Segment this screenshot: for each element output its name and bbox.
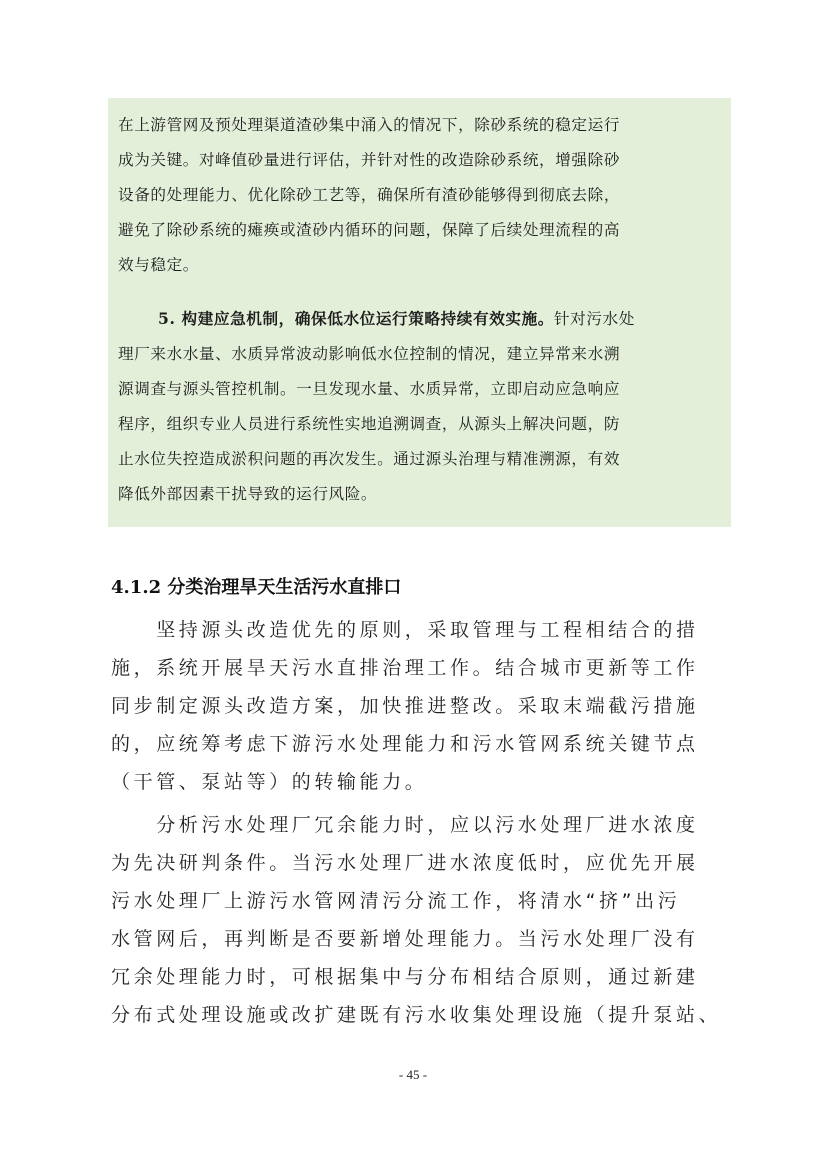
- paragraph2-line: 冗余处理能力时，可根据集中与分布相结合原则，通过新建: [111, 966, 699, 988]
- page-number: - 45 -: [398, 1067, 428, 1082]
- paragraph1-line: 施，系统开展旱天污水直排治理工作。结合城市更新等工作: [111, 657, 699, 679]
- item5-first-line-rest: 针对污水处: [553, 310, 635, 328]
- paragraph1-line: （干管、泵站等）的转输能力。: [111, 771, 428, 793]
- paragraph2-line: 为先决研判条件。当污水处理厂进水浓度低时，应优先开展: [111, 852, 699, 874]
- highlight-line: 设备的处理能力、优化除砂工艺等，确保所有渣砂能够得到彻底去除，: [118, 186, 621, 204]
- item5-first-line: [158, 309, 723, 329]
- item5-line: 源调查与源头管控机制。一旦发现水量、水质异常，立即启动应急响应: [118, 380, 621, 398]
- highlight-box: [108, 98, 731, 527]
- section-heading: 4.1.2 分类治理旱天生活污水直排口: [111, 577, 402, 598]
- paragraph2-line: 水管网后，再判断是否要新增处理能力。当污水处理厂没有: [111, 928, 699, 950]
- highlight-line: 效与稳定。: [118, 256, 199, 274]
- item5-line: 理厂来水水量、水质异常波动影响低水位控制的情况，建立异常来水溯: [118, 345, 621, 363]
- highlight-line: 成为关键。对峰值砂量进行评估，并针对性的改造除砂系统，增强除砂: [118, 151, 621, 169]
- item5-bold-lead: 5. 构建应急机制，确保低水位运行策略持续有效实施。: [158, 309, 554, 328]
- paragraph1-line: 同步制定源头改造方案，加快推进整改。采取末端截污措施: [111, 695, 699, 717]
- paragraph2-line: 污水处理厂上游污水管网清污分流工作，将清水“挤”出污: [111, 890, 681, 912]
- paragraph1-line: 坚持源头改造优先的原则，采取管理与工程相结合的措: [111, 619, 699, 641]
- item5-line: 程序，组织专业人员进行系统性实地追溯调查，从源头上解决问题，防: [118, 415, 621, 433]
- paragraph2-line: 分析污水处理厂冗余能力时，应以污水处理厂进水浓度: [111, 814, 699, 836]
- highlight-line: 在上游管网及预处理渠道渣砂集中涌入的情况下，除砂系统的稳定运行: [118, 116, 621, 134]
- paragraph2-line: 分布式处理设施或改扩建既有污水收集处理设施（提升泵站、: [111, 1004, 722, 1026]
- item5-line: 降低外部因素干扰导致的运行风险。: [118, 485, 378, 503]
- highlight-line: 避免了除砂系统的瘫痪或渣砂内循环的问题，保障了后续处理流程的高: [118, 221, 621, 239]
- item5-line: 止水位失控造成淤积问题的再次发生。通过源头治理与精准溯源，有效: [118, 450, 621, 468]
- paragraph1-line: 的，应统筹考虑下游污水处理能力和污水管网系统关键节点: [111, 733, 699, 755]
